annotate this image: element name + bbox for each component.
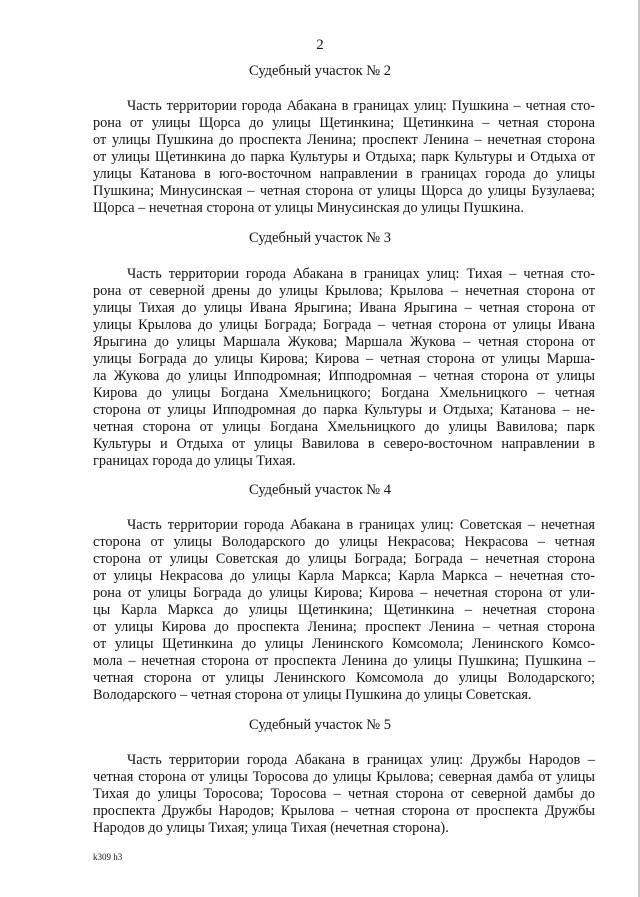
section-heading: Судебный участок № 2: [249, 63, 391, 79]
paragraph-line: Володарского – четная сторона от улицы Пушкина до улицы Советская.: [93, 687, 532, 703]
paragraph-line: мола – нечетная сторона от проспекта Ленина до улицы Пушкина; Пушкина –: [93, 653, 595, 669]
paragraph-line: четная сторона от улицы Ленинского Комсомола до улицы Володарского;: [93, 670, 595, 686]
paragraph-line: Ярыгина до улицы Маршала Жукова; Маршала Жукова – четная сторона от: [93, 334, 595, 350]
paragraph-line: сторона от улицы Ипподромная до парка Культуры и Отдыха; Катанова – не-: [93, 402, 595, 418]
paragraph-line: улицы Тихая до улицы Ивана Ярыгина; Ивана Ярыгина – четная сторона от: [93, 300, 595, 316]
paragraph-line: Кирова до улицы Богдана Хмельницкого; Богдана Хмельницкого – четная: [93, 385, 595, 401]
paragraph-line: проспекта Дружбы Народов; Крылова – четная сторона от проспекта Дружбы: [93, 803, 595, 819]
paragraph-line: Народов до улицы Тихая; улица Тихая (нечетная сторона).: [93, 820, 449, 836]
paragraph-line: рона от улицы Бограда до улицы Кирова; Кирова – нечетная сторона от ули-: [93, 585, 595, 601]
paragraph-line: сторона от улицы Советская до улицы Бограда; Бограда – нечетная сторона: [93, 551, 595, 567]
section-paragraph: [93, 266, 595, 470]
section-paragraph: [93, 752, 595, 837]
section-paragraph: [93, 98, 595, 217]
paragraph-line: от улицы Пушкина до проспекта Ленина; проспект Ленина – нечетная сторона: [93, 132, 595, 148]
section-paragraph: [93, 517, 595, 704]
paragraph-line: Тихая до улицы Торосова; Торосова – четная сторона от северной дамбы до: [93, 786, 595, 802]
paragraph-line: Культуры и Отдыха от улицы Вавилова в северо-восточном направлении в: [93, 436, 595, 452]
paragraph-line: от улицы Щетинкина до улицы Ленинского Комсомола; Ленинского Комсо-: [93, 636, 595, 652]
paragraph-line: от улицы Некрасова до улицы Карла Маркса; Карла Маркса – нечетная сто-: [93, 568, 595, 584]
paragraph-line: Часть территории города Абакана в границах улиц: Тихая – четная сто-: [127, 266, 595, 282]
paragraph-line: улицы Крылова до улицы Бограда; Бограда – четная сторона от улицы Ивана: [93, 317, 595, 333]
paragraph-line: улицы Бограда до улицы Кирова; Кирова – четная сторона от улицы Марша-: [93, 351, 595, 367]
paragraph-line: четная сторона от улицы Торосова до улицы Крылова; северная дамба от улицы: [93, 769, 595, 785]
document-code: k309 h3: [93, 852, 123, 862]
paragraph-line: Часть территории города Абакана в границах улиц: Дружбы Народов –: [127, 752, 595, 768]
paragraph-line: границах города до улицы Тихая.: [93, 453, 296, 469]
paragraph-line: от улицы Кирова до проспекта Ленина; проспект Ленина – четная сторона: [93, 619, 595, 635]
paragraph-line: ла Жукова до улицы Ипподромная; Ипподромная – четная сторона от улицы: [93, 368, 595, 384]
section-heading: Судебный участок № 4: [249, 482, 391, 498]
section-heading: Судебный участок № 3: [249, 230, 391, 246]
section-heading: Судебный участок № 5: [249, 717, 391, 733]
paragraph-line: Часть территории города Абакана в границах улиц: Пушкина – четная сто-: [127, 98, 595, 114]
page-number: 2: [316, 37, 324, 53]
paragraph-line: рона от улицы Щорса до улицы Щетинкина; Щетинкина – четная сторона: [93, 115, 595, 131]
paragraph-line: от улицы Щетинкина до парка Культуры и Отдыха; парк Культуры и Отдыха от: [93, 149, 595, 165]
paragraph-line: Щорса – нечетная сторона от улицы Минусинская до улицы Пушкина.: [93, 200, 524, 216]
paragraph-line: сторона от улицы Володарского до улицы Некрасова; Некрасова – четная: [93, 534, 595, 550]
paragraph-line: цы Карла Маркса до улицы Щетинкина; Щетинкина – нечетная сторона: [93, 602, 595, 618]
paragraph-line: рона от северной дрены до улицы Крылова; Крылова – нечетная сторона от: [93, 283, 595, 299]
paragraph-line: улицы Катанова в юго-восточном направлении в границах города до улицы: [93, 166, 595, 182]
paragraph-line: Пушкина; Минусинская – четная сторона от улицы Щорса до улицы Бузулаева;: [93, 183, 595, 199]
paragraph-line: Часть территории города Абакана в границах улиц: Советская – нечетная: [127, 517, 595, 533]
paragraph-line: четная сторона от улицы Богдана Хмельницкого до улицы Вавилова; парк: [93, 419, 595, 435]
